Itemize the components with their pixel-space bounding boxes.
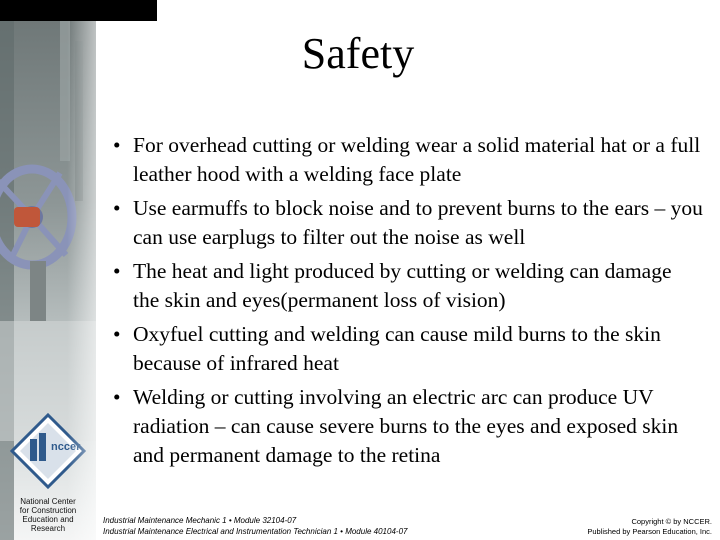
bullet-text: Oxyfuel cutting and welding can cause mild burns to the skin because of infrared heat <box>133 322 661 375</box>
org-line: Research <box>30 524 66 533</box>
copyright-line: Copyright © by NCCER. <box>631 517 712 526</box>
publisher-line: Published by Pearson Education, Inc. <box>587 527 712 536</box>
organization-name <box>0 497 96 533</box>
valve-photo-graphic <box>0 21 96 540</box>
footer-module-info <box>103 515 407 537</box>
bullet-dot: • <box>113 322 121 346</box>
org-line: National Center <box>20 497 76 506</box>
footer-module-line: Industrial Maintenance Electrical and Instrumentation Technician 1 • Module 40104-07 <box>103 527 408 536</box>
bullet-item <box>113 383 703 470</box>
bullet-dot: • <box>113 196 121 220</box>
org-line: for Construction <box>19 506 77 515</box>
bullet-text: For overhead cutting or welding wear a solid material hat or a full leather hood with a welding face plate <box>133 133 701 186</box>
bullet-item <box>113 320 703 378</box>
bullet-dot: • <box>113 259 121 283</box>
bullet-item <box>113 257 703 315</box>
bullet-item <box>113 131 703 189</box>
bullet-text: Welding or cutting involving an electric arc can produce UV radiation – can cause severe burns to the eyes and exposed skin and permanent damage to the retina <box>133 385 679 467</box>
top-black-bar <box>0 0 157 21</box>
bullet-text: Use earmuffs to block noise and to prevent burns to the ears – you can use earplugs to filter out the noise as well <box>133 196 703 249</box>
side-photo-panel <box>0 21 96 540</box>
footer-copyright <box>587 517 712 537</box>
bullet-item <box>113 194 703 252</box>
slide-title: Safety <box>301 29 415 78</box>
bullet-list <box>113 131 703 475</box>
bullet-dot: • <box>113 385 121 409</box>
bullet-text: The heat and light produced by cutting or welding can damage the skin and eyes(permanent loss of vision) <box>133 259 672 312</box>
org-line: Education and <box>22 515 74 524</box>
bullet-dot: • <box>113 133 121 157</box>
footer-module-line: Industrial Maintenance Mechanic 1 • Module 32104-07 <box>103 516 297 525</box>
